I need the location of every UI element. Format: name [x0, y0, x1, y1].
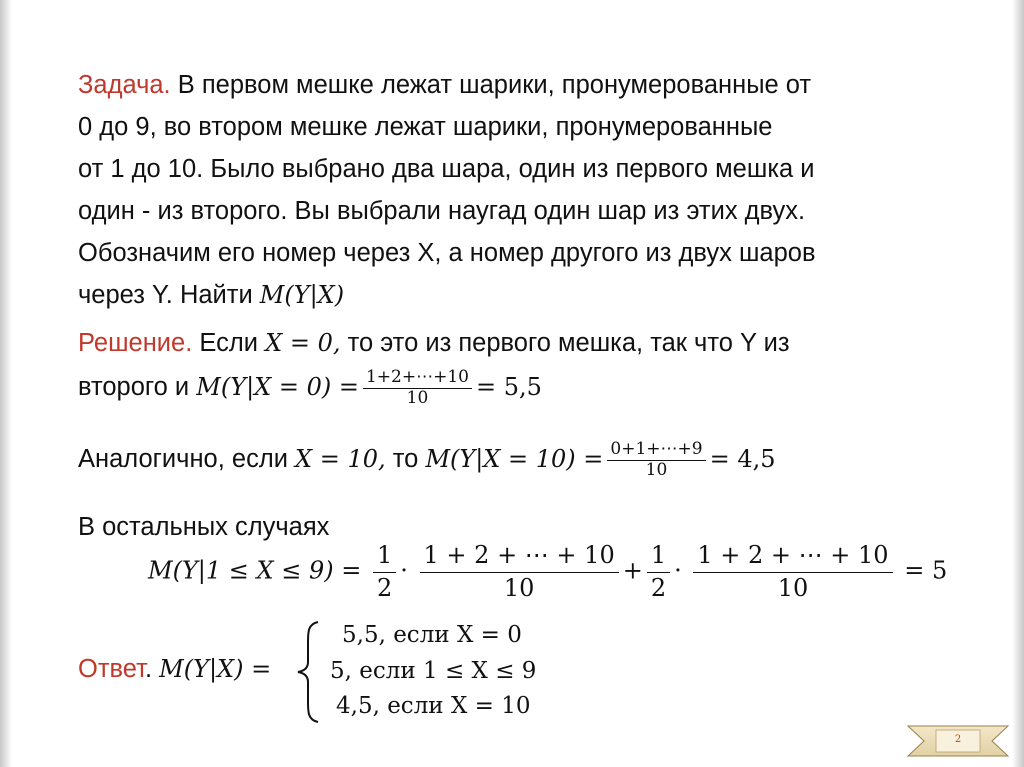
- sum-fraction-1-denominator: 10: [420, 572, 619, 605]
- sum-fraction-2-numerator: 1 + 2 + ⋯ + 10: [697, 541, 889, 569]
- page-number: 2: [954, 734, 962, 745]
- task-text-6: через Y. Найти: [78, 281, 253, 309]
- half-fraction-2: [647, 540, 670, 604]
- analog-text-1: Аналогично, если: [78, 445, 288, 473]
- analog-fraction-numerator: 0+1+⋯+9: [610, 439, 703, 460]
- half-fraction-1: [373, 540, 396, 604]
- solution-fraction-denominator: 10: [363, 388, 472, 409]
- solution-text-1: Если: [199, 329, 259, 357]
- task-line-1: [78, 64, 816, 106]
- task-text-1: В первом мешке лежат шарики, пронумерованные от: [177, 71, 812, 99]
- answer-dot: .: [144, 655, 153, 683]
- answer-lhs: M(Y|X) =: [159, 655, 272, 683]
- average-formula-lhs: M(Y|1 ≤ X ≤ 9) =: [148, 556, 362, 585]
- answer-case-2: 5, если 1 ≤ X ≤ 9: [330, 658, 537, 684]
- answer-label: Ответ: [78, 655, 145, 683]
- task-line-2: 0 до 9, во втором мешке лежат шарики, пронумерованные: [78, 113, 773, 141]
- task-label: Задача.: [78, 71, 171, 99]
- solution-text-3: второго и: [78, 373, 190, 401]
- other-cases-heading: В остальных случаях: [78, 513, 330, 541]
- analog-expression: M(Y|X = 10) =: [425, 445, 604, 473]
- half-fraction-1-numerator: 1: [376, 541, 393, 569]
- page-number-badge: [906, 724, 1010, 758]
- half-fraction-2-denominator: 2: [647, 572, 670, 605]
- solution-label: Решение.: [78, 329, 193, 357]
- plus-sign: +: [622, 556, 643, 585]
- analog-text-2: то: [392, 445, 419, 473]
- average-formula: [148, 540, 947, 604]
- analog-result: = 4,5: [709, 445, 776, 473]
- slide-right-edge: [1012, 0, 1024, 767]
- analog-block: [78, 438, 776, 480]
- multiply-dot-1: ·: [400, 556, 408, 585]
- task-block: [78, 64, 816, 316]
- solution-fraction: [363, 368, 472, 408]
- task-formula: M(Y|X): [259, 281, 345, 309]
- analog-fraction-denominator: 10: [607, 460, 705, 481]
- answer-block: [78, 655, 271, 684]
- solution-line-2: [78, 366, 790, 408]
- solution-text-2: то это из первого мешка, так что Y из: [347, 329, 790, 357]
- solution-line-1: [78, 322, 790, 364]
- sum-fraction-1-numerator: 1 + 2 + ⋯ + 10: [423, 541, 615, 569]
- multiply-dot-2: ·: [674, 556, 682, 585]
- solution-expression: M(Y|X = 0) =: [196, 373, 359, 401]
- sum-fraction-2-denominator: 10: [693, 572, 892, 605]
- answer-case-3: 4,5, если X = 10: [336, 693, 531, 719]
- task-line-5: Обозначим его номер через X, а номер другого из двух шаров: [78, 239, 816, 267]
- solution-result: = 5,5: [475, 373, 542, 401]
- answer-cases: [292, 620, 537, 729]
- half-fraction-2-numerator: 1: [650, 541, 667, 569]
- left-brace-icon: [292, 620, 326, 724]
- task-line-4: один - из второго. Вы выбрали наугад один шар из этих двух.: [78, 197, 806, 225]
- solution-fraction-numerator: 1+2+⋯+10: [365, 367, 469, 388]
- answer-case-1: 5,5, если X = 0: [342, 622, 522, 648]
- analog-condition: X = 10,: [295, 445, 386, 473]
- solution-block: [78, 322, 790, 408]
- sum-fraction-1: [420, 540, 619, 604]
- analog-fraction: [607, 440, 705, 480]
- task-line-3: от 1 до 10. Было выбрано два шара, один из первого мешка и: [78, 155, 815, 183]
- slide-left-edge: [0, 0, 12, 767]
- half-fraction-1-denominator: 2: [373, 572, 396, 605]
- sum-fraction-2: [693, 540, 892, 604]
- average-result: = 5: [904, 556, 948, 585]
- solution-condition: X = 0,: [265, 329, 341, 357]
- task-line-6: [78, 274, 816, 316]
